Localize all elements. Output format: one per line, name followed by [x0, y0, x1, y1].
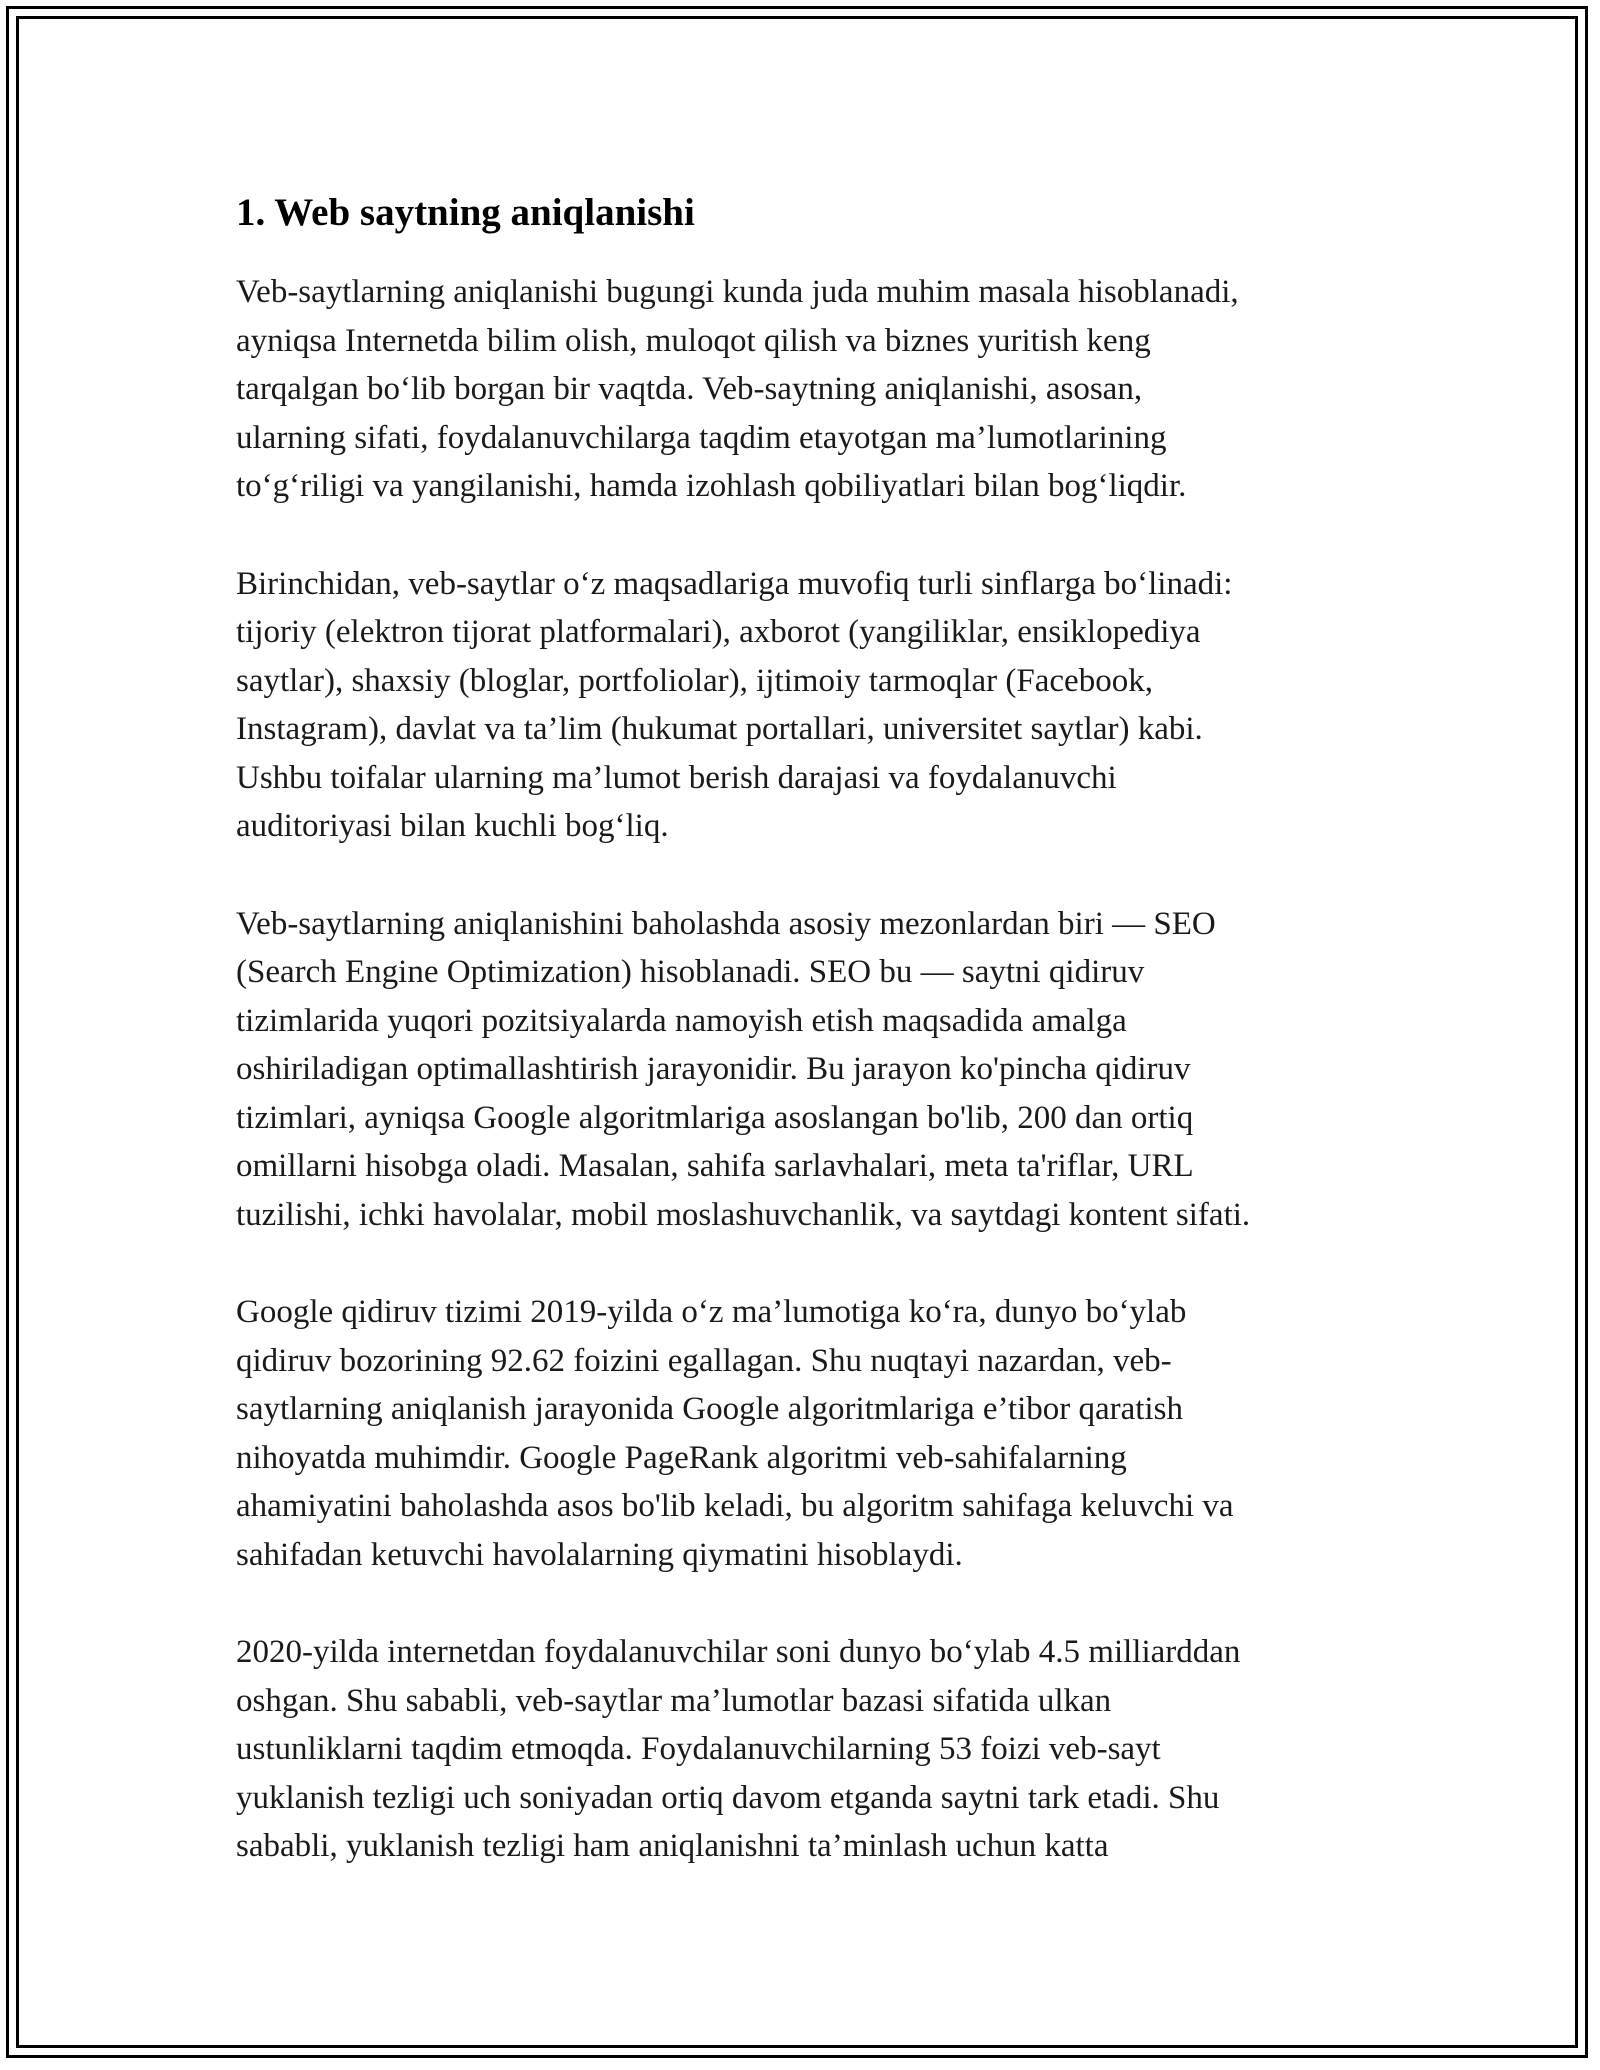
paragraph-3: Veb-saytlarning aniqlanishini baholashda asosiy mezonlardan biri — SEO (Search Engine Optimization) hisoblanadi. SEO bu — saytni qidiruv tizimlarida yuqori pozitsiyalarda namoyish etish maqsadida amalga oshiriladigan optimallashtirish jarayonidir. Bu jarayon ko'pincha qidiruv tizimlari, ayniqsa Google algoritmlariga asoslangan bo'lib, 200 dan ortiq omillarni hisobga oladi. Masalan, sahifa sarlavhalari, meta ta'riflar, URL tuzilishi, ichki havolalar, mobil moslashuvchanlik, va saytdagi kontent sifati.: [236, 905, 1251, 1233]
section-heading: 1. Web saytning aniqlanishi: [236, 191, 695, 234]
paragraph-5: 2020-yilda internetdan foydalanuvchilar soni dunyo bo‘ylab 4.5 milliarddan oshgan. Shu sababli, veb-saytlar ma’lumotlar bazasi sifatida ulkan ustunliklarni taqdim etmoqda. Foydalanuvchilarning 53 foizi veb-sayt yuklanish tezligi uch soniyadan ortiq davom etganda saytni tark etadi. Shu sababli, yuklanish tezligi ham aniqlanishni ta’minlash uchun katta: [236, 1634, 1241, 1864]
document-body: [236, 186, 1386, 1920]
paragraph-1: Veb-saytlarning aniqlanishi bugungi kunda juda muhim masala hisoblanadi, ayniqsa Internetda bilim olish, muloqot qilish va biznes yuritish keng tarqalgan bo‘lib borgan bir vaqtda. Veb-saytning aniqlanishi, asosan, ularning sifati, foydalanuvchilarga taqdim etayotgan ma’lumotlarining to‘g‘riligi va yangilanishi, hamda izohlash qobiliyatlari bilan bog‘liqdir.: [236, 274, 1239, 504]
paragraph-2: Birinchidan, veb-saytlar o‘z maqsadlariga muvofiq turli sinflarga bo‘linadi: tijoriy (elektron tijorat platformalari), axborot (yangiliklar, ensiklopediya saytlar), shaxsiy (bloglar, portfoliolar), ijtimoiy tarmoqlar (Facebook, Instagram), davlat va ta’lim (hukumat portallari, universitet saytlar) kabi. Ushbu toifalar ularning ma’lumot berish darajasi va foydalanuvchi auditoriyasi bilan kuchli bog‘liq.: [236, 565, 1233, 844]
paragraph-4: Google qidiruv tizimi 2019-yilda o‘z ma’lumotiga ko‘ra, dunyo bo‘ylab qidiruv bozorining 92.62 foizini egallagan. Shu nuqtayi nazardan, veb- saytlarning aniqlanish jarayonida Google algoritmlariga e’tibor qaratish nihoyatda muhimdir. Google PageRank algoritmi veb-sahifalarning ahamiyatini baholashda asos bo'lib keladi, bu algoritm sahifaga keluvchi va sahifadan ketuvchi havolalarning qiymatini hisoblaydi.: [236, 1294, 1234, 1573]
